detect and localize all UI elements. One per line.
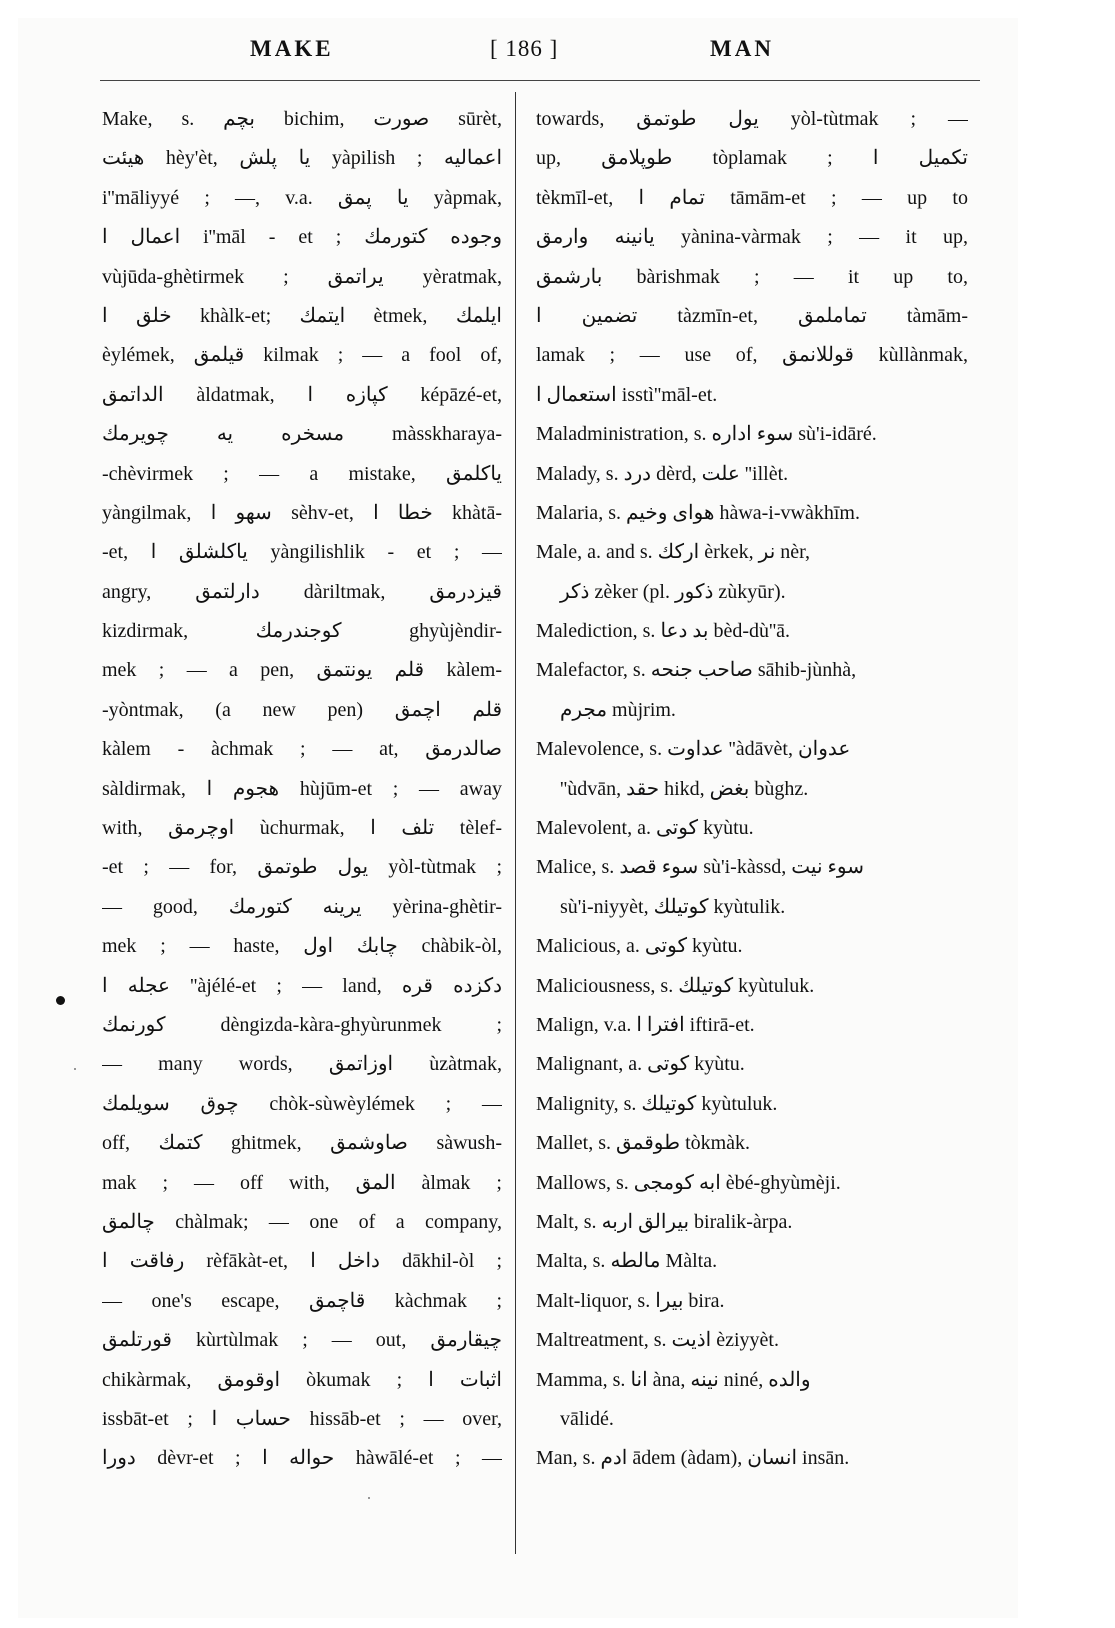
left-column-line: vùjūda-ghètirmek ; يراتمق yèratmak, <box>102 265 502 288</box>
page-header <box>100 36 980 72</box>
right-column-line: Malt-liquor, s. بيرا bira. <box>536 1289 725 1312</box>
left-column-line: èylémek, قيلمق kilmak ; — a fool of, <box>102 344 502 367</box>
right-column-line: Malediction, s. بد دعا bèd-dù''ā. <box>536 620 791 643</box>
right-column-line: Malt, s. بيرالق اربه biralik-àrpa. <box>536 1210 793 1233</box>
ink-speck <box>74 1068 76 1070</box>
right-column-line: tèkmīl-et, تمام ا tāmām-et ; — up to <box>536 186 968 209</box>
right-column-line: Malevolent, a. كوتى kyùtu. <box>536 817 754 840</box>
header-rule <box>100 80 980 81</box>
left-column-line: اعمال ا i''māl - et ; وجوده كتورمك <box>102 226 502 249</box>
left-column-line: mak ; — off with, المق àlmak ; <box>102 1171 502 1194</box>
right-column-line: Malice, s. سوء قصد sù'i-kàssd, سوء نيت <box>536 856 864 879</box>
right-column-line: Malefactor, s. صاحب جنحه sāhib-jùnhà, <box>536 659 857 682</box>
left-column-line: -et, ياكلشلق ا yàngilishlik - et ; — <box>102 541 502 564</box>
left-column-line: with, اوچرمق ùchurmak, تلف ا tèlef- <box>102 817 502 840</box>
page-number: [ 186 ] <box>490 36 559 61</box>
left-column-line: sàldirmak, هجوم ا hùjūm-et ; — away <box>102 777 502 800</box>
ink-speck <box>368 1497 370 1499</box>
left-column-line: yàngilmak, سهو ا sèhv-et, خطا ا khàtā- <box>102 501 502 524</box>
left-column-line: عجله ا ''àjélé-et ; — land, دكزده قره <box>102 974 502 997</box>
left-column-line: چوق سويلمك chòk-sùwèylémek ; — <box>102 1092 502 1115</box>
right-column-line: Man, s. ادم ādem (àdam), انسان insān. <box>536 1447 850 1470</box>
header-right-word: MAN <box>710 36 774 61</box>
left-column-line: mek ; — haste, چابك اول chàbik-òl, <box>102 935 502 958</box>
left-column-line: چالمق chàlmak; — one of a company, <box>102 1210 502 1233</box>
left-column-line: i''māliyyé ; —, v.a. يا پمق yàpmak, <box>102 186 502 209</box>
left-column-line: كورنمك dèngizda-kàra-ghyùrunmek ; <box>102 1013 502 1036</box>
right-column-line: up, طوپلامق tòplamak ; تكميل ا <box>536 147 968 170</box>
right-column-line: Mamma, s. انا àna, نينه niné, والده <box>536 1368 811 1391</box>
right-column-line: استعمال ا isstì''māl-et. <box>536 383 718 406</box>
right-column-line: Malady, s. درد dèrd, علت ''illèt. <box>536 462 789 485</box>
right-column-line: Maliciousness, s. كوتيلك kyùtuluk. <box>536 974 815 997</box>
left-column-line: mek ; — a pen, قلم يونتمق kàlem- <box>102 659 502 682</box>
left-column-line: -chèvirmek ; — a mistake, ياكلمق <box>102 462 502 485</box>
right-column-line: Malevolence, s. عداوت ''àdāvèt, عدوان <box>536 738 851 761</box>
header-left-word: MAKE <box>250 36 334 61</box>
left-column-line: angry, دارلتمق dàriltmak, قيزدرمق <box>102 580 502 603</box>
right-column-line: towards, يول طوتمق yòl-tùtmak ; — <box>536 108 968 130</box>
right-column-line: Malaria, s. هواى وخيم hàwa-i-vwàkhīm. <box>536 501 860 524</box>
left-column-line: -et ; — for, يول طوتمق yòl-tùtmak ; <box>102 856 502 879</box>
right-column-line: Malignant, a. كوتى kyùtu. <box>536 1053 745 1076</box>
left-column <box>102 100 502 1479</box>
right-column-line: vālidé. <box>560 1407 614 1430</box>
left-column-line: — one's escape, قاچمق kàchmak ; <box>102 1289 502 1312</box>
right-column-line: مجرم mùjrim. <box>560 698 676 721</box>
left-column-line: مسخره يه چويرمك màsskharaya- <box>102 423 502 446</box>
right-column-line: Male, a. and s. اركك èrkek, نر nèr, <box>536 541 811 564</box>
left-column-line: -yòntmak, (a new pen) قلم اچمق <box>102 698 502 721</box>
left-column-line: chikàrmak, اوقومق òkumak ; اثبات ا <box>102 1368 502 1391</box>
right-column-line: lamak ; — use of, قوللانمق kùllànmak, <box>536 344 968 367</box>
column-divider <box>515 92 516 1554</box>
right-column-line: Malign, v.a. افترا ا iftirā-et. <box>536 1013 755 1036</box>
left-column-line: — many words, اوزاتمق ùzàtmak, <box>102 1053 502 1076</box>
right-column-line: يانينه وارمق yànina-vàrmak ; — it up, <box>536 226 968 249</box>
left-column-line: خلق ا khàlk-et; ايتمك ètmek, ايلمك <box>102 304 502 327</box>
right-column-line: Mallows, s. ابه كومجى èbé-ghyùmèji. <box>536 1171 841 1194</box>
left-column-line: دورا dèvr-et ; حواله ا hàwālé-et ; — <box>102 1447 502 1470</box>
right-column-line: sù'i-niyyèt, كوتيلك kyùtulik. <box>560 895 786 918</box>
left-column-line: kàlem - àchmak ; — at, صالدرمق <box>102 738 502 761</box>
right-column-line: بارشمق bàrishmak ; — it up to, <box>536 265 968 288</box>
right-column-line: Malta, s. مالطه Màlta. <box>536 1250 718 1273</box>
right-column-line: Mallet, s. طوقمق tòkmàk. <box>536 1132 751 1155</box>
ink-dot <box>56 996 65 1005</box>
left-column-line: رفاقت ا rèfākàt-et, داخل ا dākhil-òl ; <box>102 1250 502 1273</box>
left-column-line: Make, s. بچم bichim, صورت sūrèt, <box>102 108 502 130</box>
right-column-line: Malignity, s. كوتيلك kyùtuluk. <box>536 1092 778 1115</box>
left-column-line: قورتلمق kùrtùlmak ; — out, چيقارمق <box>102 1329 502 1352</box>
right-column-line: Malicious, a. كوتى kyùtu. <box>536 935 743 958</box>
right-column-line: تضمين ا tàzmīn-et, تماملمق tàmām- <box>536 304 968 327</box>
right-column <box>536 100 968 1479</box>
right-column-line: Maladministration, s. سوء اداره sù'i-idāré. <box>536 423 877 446</box>
right-column-line: Maltreatment, s. اذيت èziyyèt. <box>536 1329 779 1352</box>
left-column-line: off, كتمك ghitmek, صاوشمق sàwush- <box>102 1132 502 1155</box>
left-column-line: الداتمق àldatmak, كپازه ا képāzé-et, <box>102 383 502 406</box>
left-column-line: issbāt-et ; حساب ا hissāb-et ; — over, <box>102 1407 502 1430</box>
right-column-line: ''ùdvān, حقد hikd, بغض bùghz. <box>560 777 809 800</box>
left-column-line: kizdirmak, كوجندرمك ghyùjèndir- <box>102 620 502 643</box>
left-column-line: — good, يرينه كتورمك yèrina-ghètir- <box>102 895 502 918</box>
left-column-line: هيئت hèy'èt, يا پلش yàpilish ; اعماليه <box>102 147 502 170</box>
right-column-line: ذكر zèker (pl. ذكور zùkyūr). <box>560 580 786 603</box>
